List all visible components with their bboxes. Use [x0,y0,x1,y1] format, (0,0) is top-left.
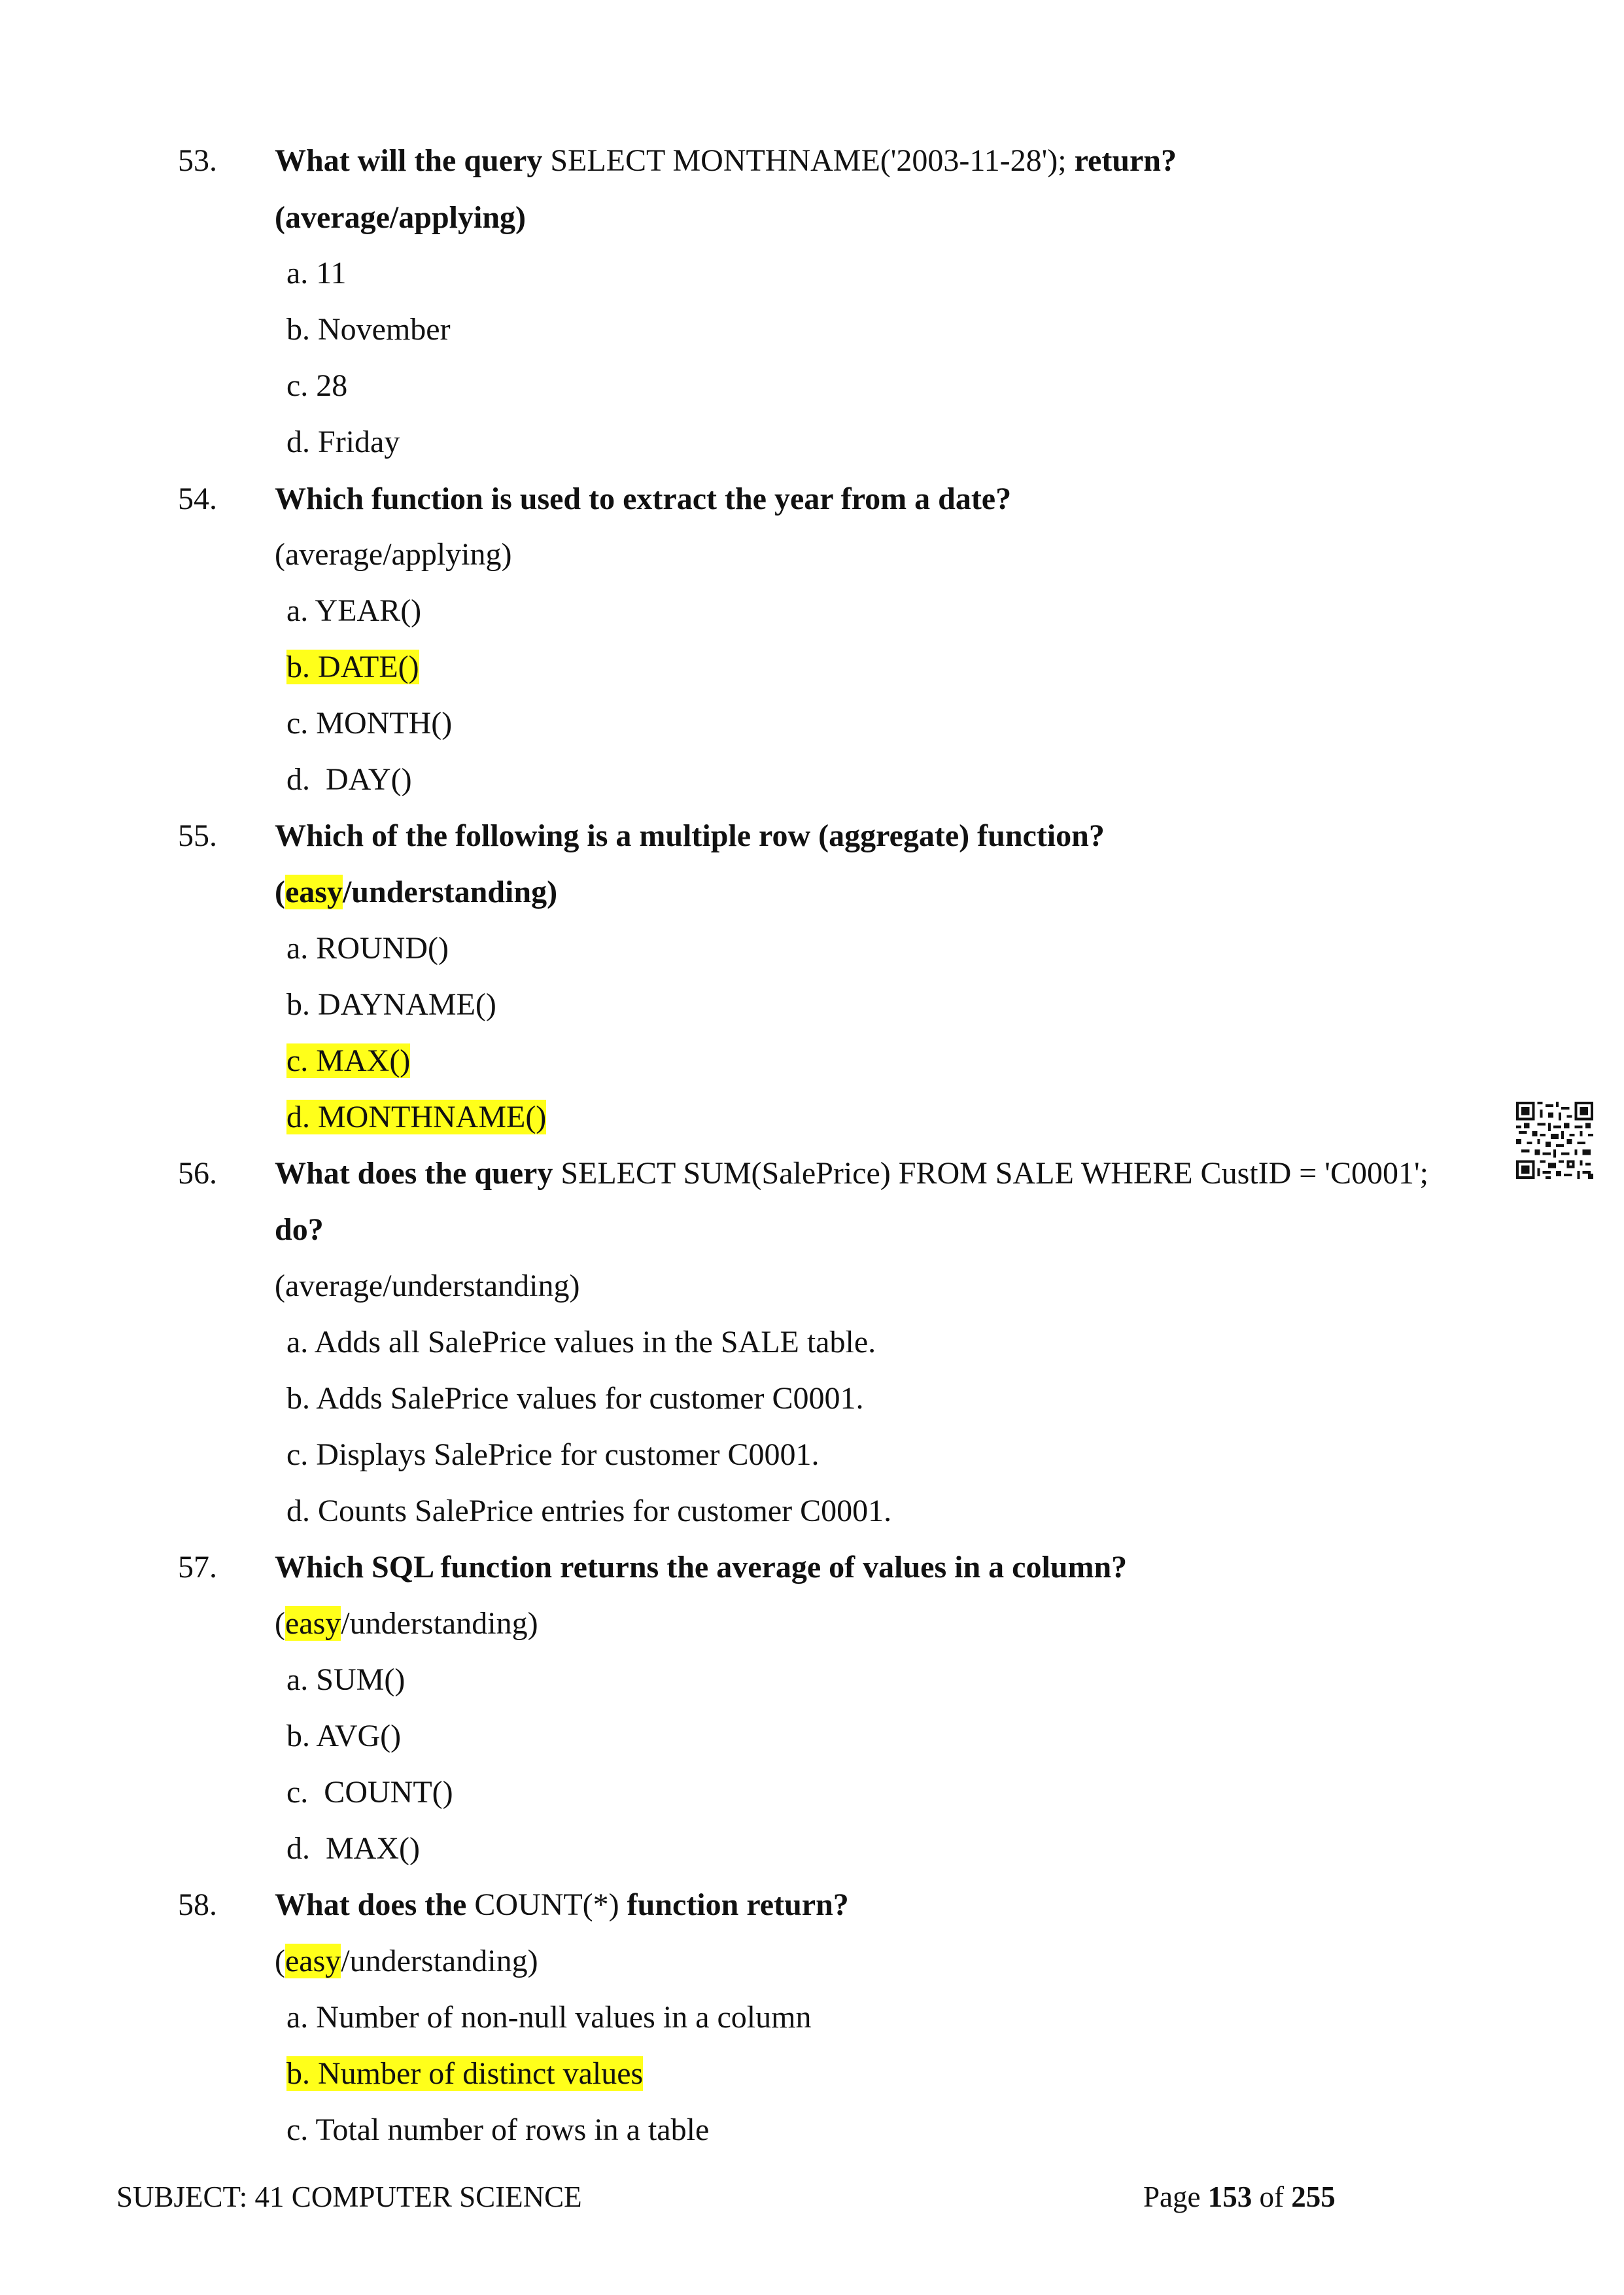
option-a: a. YEAR() [286,593,422,628]
question-stem [275,141,1177,181]
qr-code-icon [1516,1102,1593,1179]
question-level: (average/understanding) [275,1269,580,1303]
question-level: (easy/understanding) [275,1606,538,1641]
option-b-highlighted: b. DATE() [286,650,419,684]
stem-suffix: function return? [627,1887,849,1922]
option-a: a. Number of non-null values in a column [286,2000,812,2035]
current-page: 153 [1207,2181,1253,2213]
option-c: c. 28 [286,368,348,403]
option-d: d. MAX() [286,1831,420,1866]
stem-suffix: return? [1074,143,1177,178]
question-number: 55. [178,818,217,853]
question-stem [275,1885,849,1925]
stem-code: COUNT(*) [474,1887,619,1922]
option-b: b. DAYNAME() [286,987,496,1022]
option-a: a. ROUND() [286,931,449,966]
option-c: c. COUNT() [286,1775,453,1810]
question-level: (easy/understanding) [275,1944,538,1978]
question-stem: Which SQL function returns the average of values in a column? [275,1550,1128,1585]
question-stem: Which function is used to extract the year from a date? [275,482,1012,516]
option-a: a. 11 [286,256,347,290]
question-stem [275,1154,1428,1193]
option-a: a. Adds all SalePrice values in the SALE table. [286,1325,876,1359]
footer-subject: SUBJECT: 41 COMPUTER SCIENCE [116,2181,582,2213]
total-pages: 255 [1291,2181,1336,2213]
option-d: d. DAY() [286,762,412,797]
question-level: (easy/understanding) [275,875,558,909]
question-number: 56. [178,1156,217,1191]
option-c: c. Total number of rows in a table [286,2112,710,2147]
stem-code: SELECT SUM(SalePrice) FROM SALE WHERE CustID = 'C0001'; [561,1156,1428,1191]
question-number: 57. [178,1550,217,1585]
option-b: b. Adds SalePrice values for customer C0001. [286,1381,864,1416]
question-level: (average/applying) [275,537,512,572]
option-c: c. MONTH() [286,706,453,741]
option-c: c. Displays SalePrice for customer C0001. [286,1437,820,1472]
stem-prefix: What will the query [275,143,543,178]
question-number: 53. [178,143,217,178]
option-b: b. November [286,312,451,347]
question-stem: Which of the following is a multiple row (aggregate) function? [275,818,1105,853]
option-d-highlighted: d. MONTHNAME() [286,1100,547,1134]
option-c-highlighted: c. MAX() [286,1043,411,1078]
option-a: a. SUM() [286,1662,406,1697]
option-d: d. Friday [286,425,400,459]
stem-code: SELECT MONTHNAME('2003-11-28'); [550,143,1067,178]
stem-prefix: What does the [275,1887,467,1922]
question-level: (average/applying) [275,200,526,235]
option-d: d. Counts SalePrice entries for customer C0001. [286,1494,892,1528]
option-b: b. AVG() [286,1719,402,1753]
question-number: 54. [178,482,217,516]
question-number: 58. [178,1887,217,1922]
footer-page-number: Page 153 of 255 [1143,2181,1336,2213]
stem-suffix: do? [275,1212,324,1247]
option-b-highlighted: b. Number of distinct values [286,2056,644,2091]
stem-prefix: What does the query [275,1156,553,1191]
